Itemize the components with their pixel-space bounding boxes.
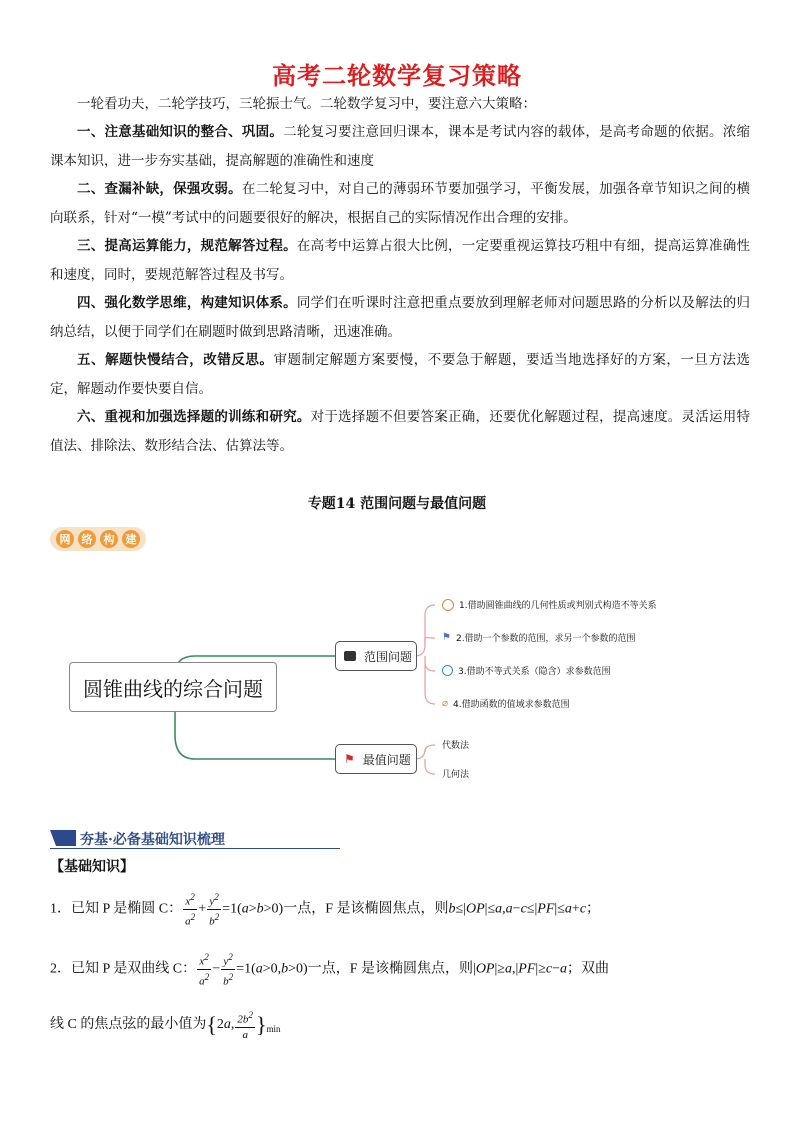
mindmap-leaf-3 xyxy=(442,664,611,677)
strategy-5: 五、解题快慢结合，改错反思。审题制定解题方案要慢，不要急于解题，要适当地选择好的方案，一旦方法选定，解题动作要快要自信。 xyxy=(50,352,751,397)
badge-char: 网 xyxy=(56,530,74,548)
leaf-label: 1.借助圆锥曲线的几何性质或判别式构造不等关系 xyxy=(459,601,657,611)
item-text: 1．已知 P 是椭圆 C： xyxy=(50,901,183,917)
section-heading-text: 夯基·必备基础知识梳理 xyxy=(80,832,225,848)
mindmap-leaf-1 xyxy=(442,598,657,611)
branch-label: 最值问题 xyxy=(362,752,411,767)
basic-knowledge-label: 【基础知识】 xyxy=(50,859,134,875)
mindmap-root: 圆锥曲线的综合问题 xyxy=(69,662,277,712)
branch-label: 范围问题 xyxy=(364,649,413,664)
leaf-label: 2.借助一个参数的范围，求另一个参数的范围 xyxy=(455,634,636,644)
knowledge-item-2: 2．已知 P 是双曲线 C： $\frac{x^2}{a^2}$ − $\frac{y^2}{b^2}$ =1(a>0,b>0)一点，F 是该椭圆焦点，则|OP|≥a,|PF|≥c−a；双曲 xyxy=(50,952,610,988)
flag-icon: ⚑ xyxy=(344,752,355,766)
leaf-label: 4.借助函数的值域求参数范围 xyxy=(453,700,570,710)
item-text: 2．已知 P 是双曲线 C： xyxy=(50,961,197,977)
mindmap-leaf-algebra xyxy=(442,738,469,751)
knowledge-item-2-cont: 线 C 的焦点弦的最小值为{2a, $\frac{2b^2}{a}$ }$_{min}$ xyxy=(50,1010,281,1041)
item-text: 一点，F 是该椭圆焦点，则 xyxy=(283,901,449,917)
leaf-label: 几何法 xyxy=(442,770,470,780)
section-underline xyxy=(50,848,340,849)
mindmap-branch-max xyxy=(335,744,417,774)
topic-title: 专题14 范围问题与最值问题 xyxy=(307,496,487,512)
stopwatch-icon xyxy=(442,665,453,676)
page-title: 高考二轮数学复习策略 xyxy=(272,62,522,90)
face-icon xyxy=(442,599,454,611)
strategy-2: 二、查漏补缺，保强攻弱。在二轮复习中，对自己的薄弱环节要加强学习，平衡发展，加强各章节知识之间的横向联系，针对“一模”考试中的问题要很好的解决，根据自己的实际情况作出合理的安排。 xyxy=(50,181,750,226)
leaf-label: 3.借助不等式关系（隐含）求参数范围 xyxy=(458,667,611,677)
mindmap-leaf-4 xyxy=(442,697,570,710)
mindmap-branch-range xyxy=(335,641,417,671)
item-text: ；双曲 xyxy=(567,961,610,977)
badge-char: 络 xyxy=(78,530,96,548)
intro-paragraph: 一轮看功夫，二轮学技巧，三轮振士气。二轮数学复习中，要注意六大策略： xyxy=(77,96,536,112)
section-bar xyxy=(50,830,76,846)
strategy-3: 三、提高运算能力，规范解答过程。在高考中运算占很大比例，一定要重视运算技巧粗中有细，提高运算准确性和速度，同时，要规范解答过程及书写。 xyxy=(50,238,751,283)
mindmap-leaf-geometry xyxy=(442,767,469,780)
strategy-1: 一、注意基础知识的整合、巩固。二轮复习要注意回归课本，课本是考试内容的载体，是高考命题的依据。浓缩课本知识，进一步夯实基础，提高解题的准确性和速度 xyxy=(50,124,750,169)
badge-char: 建 xyxy=(122,530,140,548)
leaf-label: 代数法 xyxy=(442,741,470,751)
knowledge-item-1: 1．已知 P 是椭圆 C： $\frac{x^2}{a^2}$ + $\frac{y^2}{b^2}$ =1(a>b>0)一点，F 是该椭圆焦点，则b≤|OP|≤a,a−c≤|PF|≤a+c； xyxy=(50,892,601,928)
flag-icon: ⚑ xyxy=(442,632,451,643)
mindmap-leaf-2 xyxy=(442,631,636,644)
badge-char: 构 xyxy=(100,530,118,548)
printer-icon xyxy=(344,651,356,661)
paperclip-icon: ⌀ xyxy=(442,698,449,709)
strategy-6: 六、重视和加强选择题的训练和研究。对于选择题不但要答案正确，还要优化解题过程，提高速度。灵活运用特值法、排除法、数形结合法、估算法等。 xyxy=(50,409,751,454)
item-text: 一点，F 是该椭圆焦点，则 xyxy=(307,961,473,977)
network-badge xyxy=(50,527,146,551)
section-heading xyxy=(50,827,340,849)
item-text: 线 C 的焦点弦的最小值为 xyxy=(50,1017,207,1033)
strategy-4: 四、强化数学思维，构建知识体系。同学们在听课时注意把重点要放到理解老师对问题思路的分析以及解法的归纳总结，以便于同学们在刷题时做到思路清晰，迅速准确。 xyxy=(50,295,751,340)
